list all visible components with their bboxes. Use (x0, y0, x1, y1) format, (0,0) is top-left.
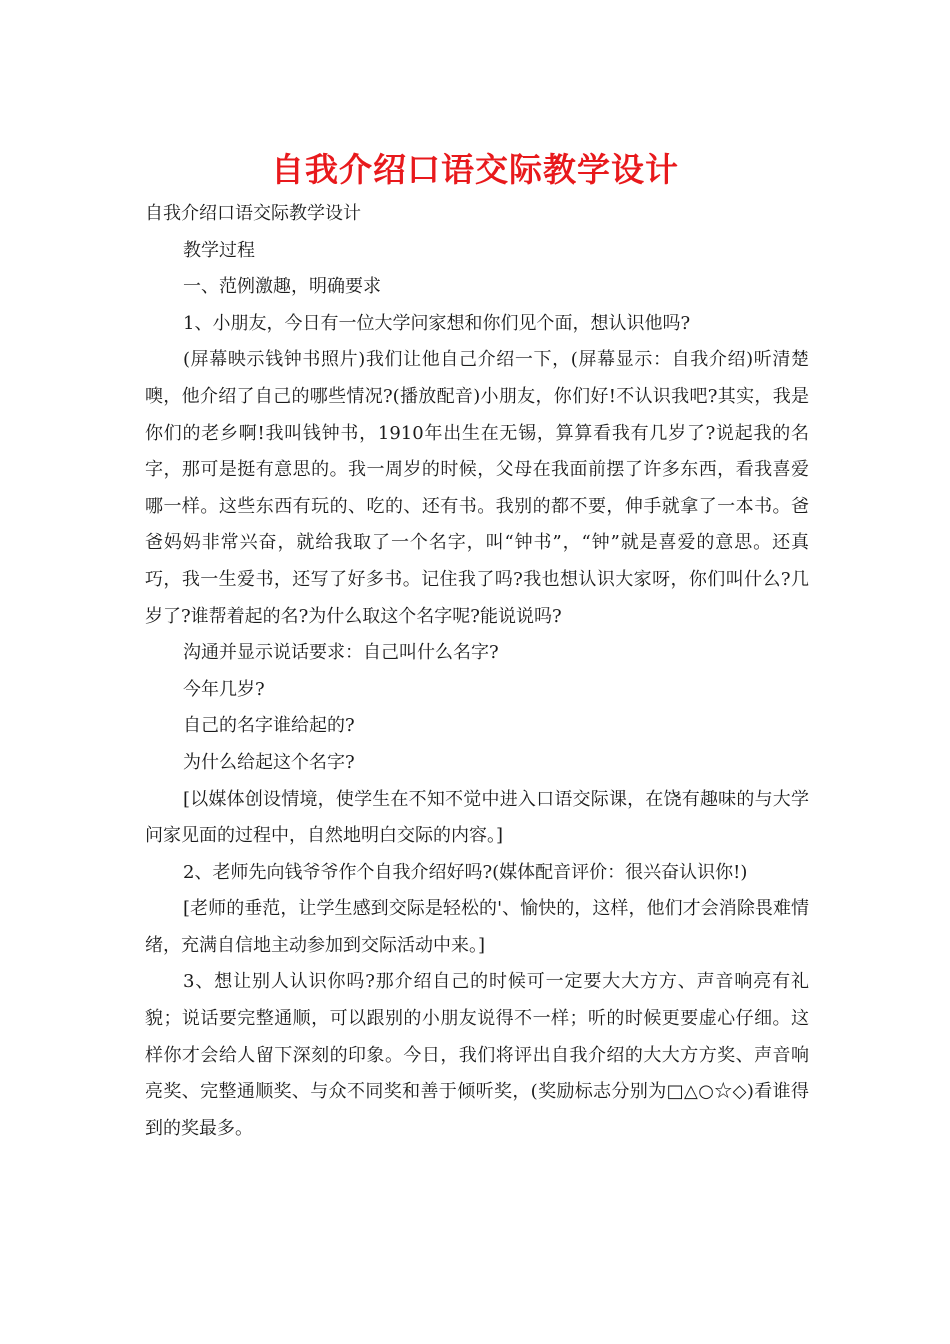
paragraph-step-heading: 一、范例激趣，明确要求 (183, 276, 381, 298)
paragraph: (屏幕映示钱钟书照片)我们让他自己介绍一下，(屏幕显示：自我介绍)听清楚噢，他介绍了自己的哪些情况?(播放配音)小朋友，你们好!不认识我吧?其实，我是你们的老乡啊!我叫钱钟书，1910年出生在无锡，算算看我有几岁了?说起我的名字，那可是挺有意思的。我一周岁的时候，父母在我面前摆了许多东西，看我喜爱哪一样。这些东西有玩的、吃的、还有书。我别的都不要，伸手就拿了一本书。爸爸妈妈非常兴奋，就给我取了一个名字，叫“钟书”，“钟”就是喜爱的意思。还真巧，我一生爱书，还写了好多书。记住我了吗?我也想认识大家呀，你们叫什么?几岁了?谁帮着起的名?为什么取这个名字呢?能说说吗? (145, 349, 809, 627)
document-body (145, 196, 809, 1147)
paragraph: 2、老师先向钱爷爷作个自我介绍好吗?(媒体配音评价：很兴奋认识你!) (183, 861, 748, 883)
paragraph: 今年几岁? (183, 678, 265, 700)
paragraph: 3、想让别人认识你吗?那介绍自己的时候可一定要大大方方、声音响亮有礼貌；说话要完整通顺，可以跟别的小朋友说得不一样；听的时候更要虚心仔细。这样你才会给人留下深刻的印象。今日，我们将评出自我介绍的大大方方奖、声音响亮奖、完整通顺奖、与众不同奖和善于倾听奖，(奖励标志分别为□△○☆◇)看谁得到的奖最多。 (145, 971, 809, 1139)
paragraph: 自己的名字谁给起的? (183, 715, 355, 737)
paragraph-section-heading: 教学过程 (183, 239, 255, 261)
paragraph: 沟通并显示说话要求：自己叫什么名字? (183, 642, 499, 664)
paragraph: 为什么给起这个名字? (183, 751, 355, 773)
paragraph-subtitle: 自我介绍口语交际教学设计 (145, 203, 361, 224)
paragraph-annotation: [老师的垂范，让学生感到交际是轻松的'、愉快的，这样，他们才会消除畏难情绪，充满自信地主动参加到交际活动中来。] (145, 898, 809, 956)
paragraph-annotation: [以媒体创设情境，使学生在不知不觉中进入口语交际课，在饶有趣味的与大学问家见面的过程中，自然地明白交际的内容。] (145, 788, 809, 847)
document-title: 自我介绍口语交际教学设计 (271, 150, 679, 189)
paragraph: 1、小朋友，今日有一位大学问家想和你们见个面，想认识他吗? (183, 312, 691, 334)
